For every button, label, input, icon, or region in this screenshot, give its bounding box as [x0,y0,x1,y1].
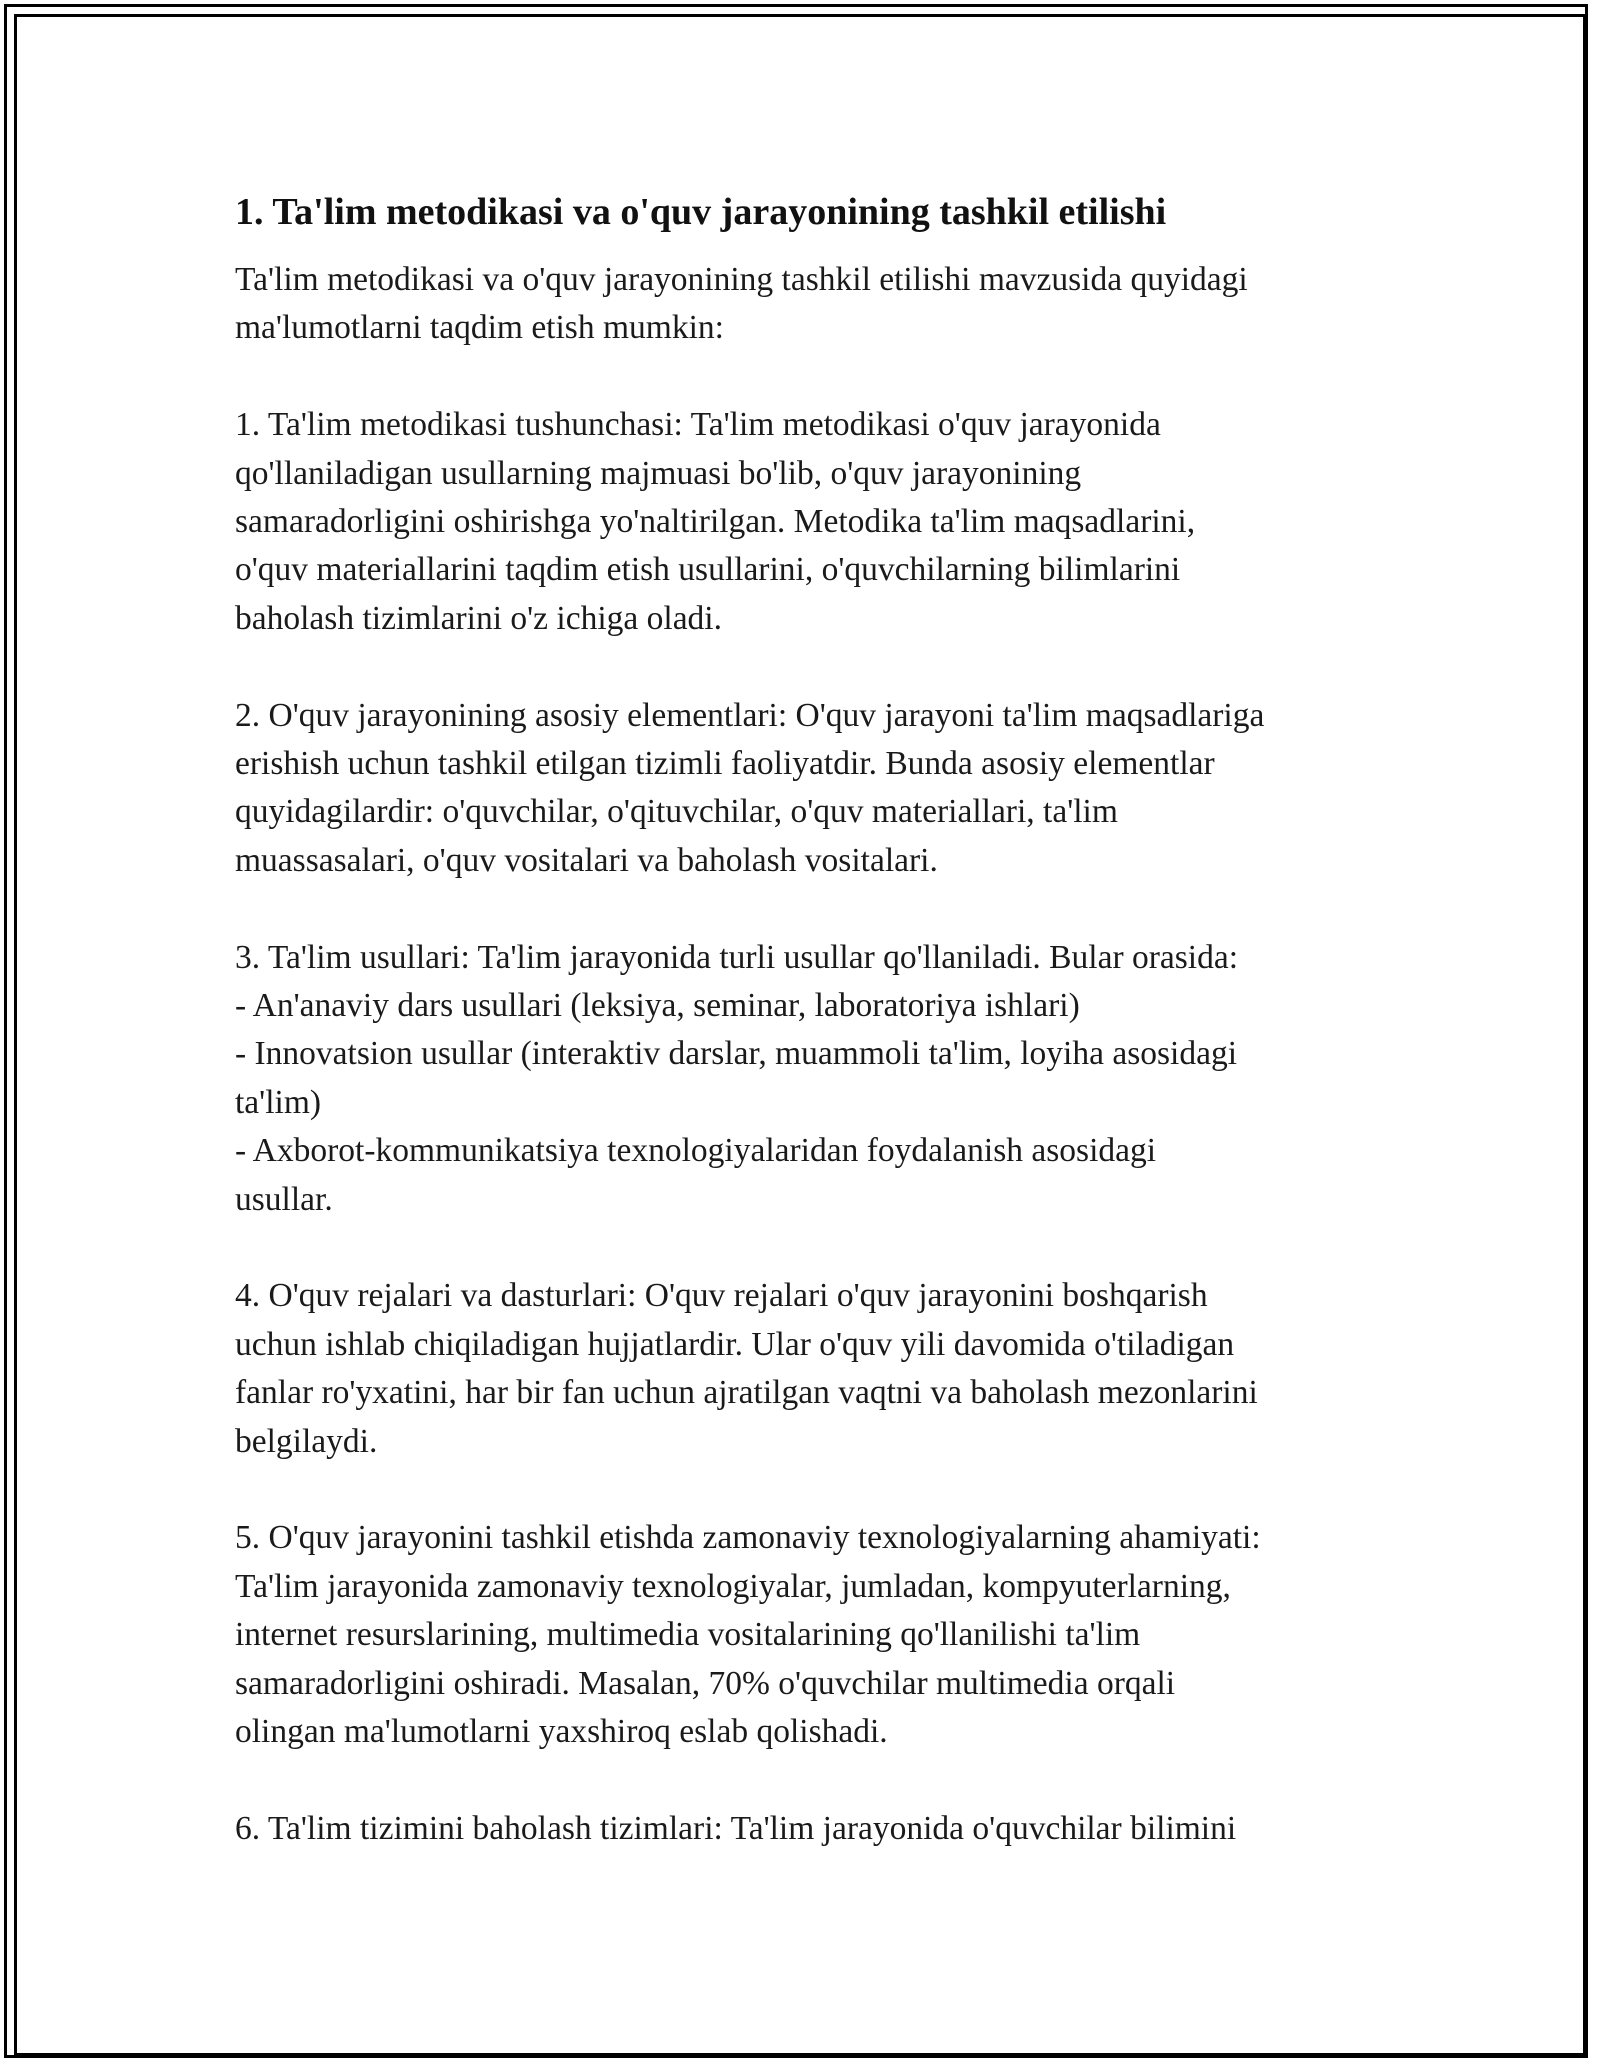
paragraph-spacer [235,1466,1395,1514]
paragraph-spacer [235,885,1395,933]
section-3-paragraph: 3. Ta'lim usullari: Ta'lim jarayonida turli usullar qo'llaniladi. Bular orasida: - An'anaviy dars usullari (leksiya, seminar, laboratoriya ishlari) - Innovatsion usullar (interaktiv darslar, muammoli ta'lim, loyiha asosidagi ta'lim) - Axborot-kommunikatsiya texnologiyalaridan foydalanish asosidagi usullar. [235,938,1239,1218]
section-5-paragraph: 5. O'quv jarayonini tashkil etishda zamonaviy texnologiyalarning ahamiyati: Ta'lim jarayonida zamonaviy texnologiyalar, jumladan, kompyuterlarning, internet resurslarining, multimedia vositalarining qo'llanilishi ta'lim samaradorligini oshiradi. Masalan, 70% o'quvchilar multimedia orqali olingan ma'lumotlarni yaxshiroq eslab qolishadi. [235,1519,1261,1751]
document-title: 1. Ta'lim metodikasi va o'quv jarayonining tashkil etilishi [235,191,1167,233]
paragraph-spacer [235,643,1395,691]
paragraph-spacer [235,353,1395,401]
section-2-paragraph: 2. O'quv jarayonining asosiy elementlari: O'quv jarayoni ta'lim maqsadlariga erishish uchun tashkil etilgan tizimli faoliyatdir. Bunda asosiy elementlar quyidagilardir: o'quvchilar, o'qituvchilar, o'quv materiallari, ta'lim muassasalari, o'quv vositalari va baholash vositalari. [235,696,1265,879]
intro-paragraph: Ta'lim metodikasi va o'quv jarayonining tashkil etilishi mavzusida quyidagi ma'lumotlarni taqdim etish mumkin: [235,261,1248,347]
section-4-paragraph: 4. O'quv rejalari va dasturlari: O'quv rejalari o'quv jarayonini boshqarish uchun ishlab chiqiladigan hujjatlardir. Ular o'quv yili davomida o'tiladigan fanlar ro'yxatini, har bir fan uchun ajratilgan vaqtni va baholash mezonlarini belgilaydi. [235,1277,1258,1460]
paragraph-spacer [235,1224,1395,1272]
section-6-paragraph: 6. Ta'lim tizimini baholash tizimlari: Ta'lim jarayonida o'quvchilar bilimini [235,1809,1237,1847]
paragraph-spacer [235,1757,1395,1805]
section-1-paragraph: 1. Ta'lim metodikasi tushunchasi: Ta'lim metodikasi o'quv jarayonida qo'llaniladigan usullarning majmuasi bo'lib, o'quv jarayonining samaradorligini oshirishga yo'naltirilgan. Metodika ta'lim maqsadlarini, o'quv materiallarini taqdim etish usullarini, o'quvchilarning bilimlarini baholash tizimlarini o'z ichiga oladi. [235,406,1196,637]
document-body [235,186,1395,1853]
